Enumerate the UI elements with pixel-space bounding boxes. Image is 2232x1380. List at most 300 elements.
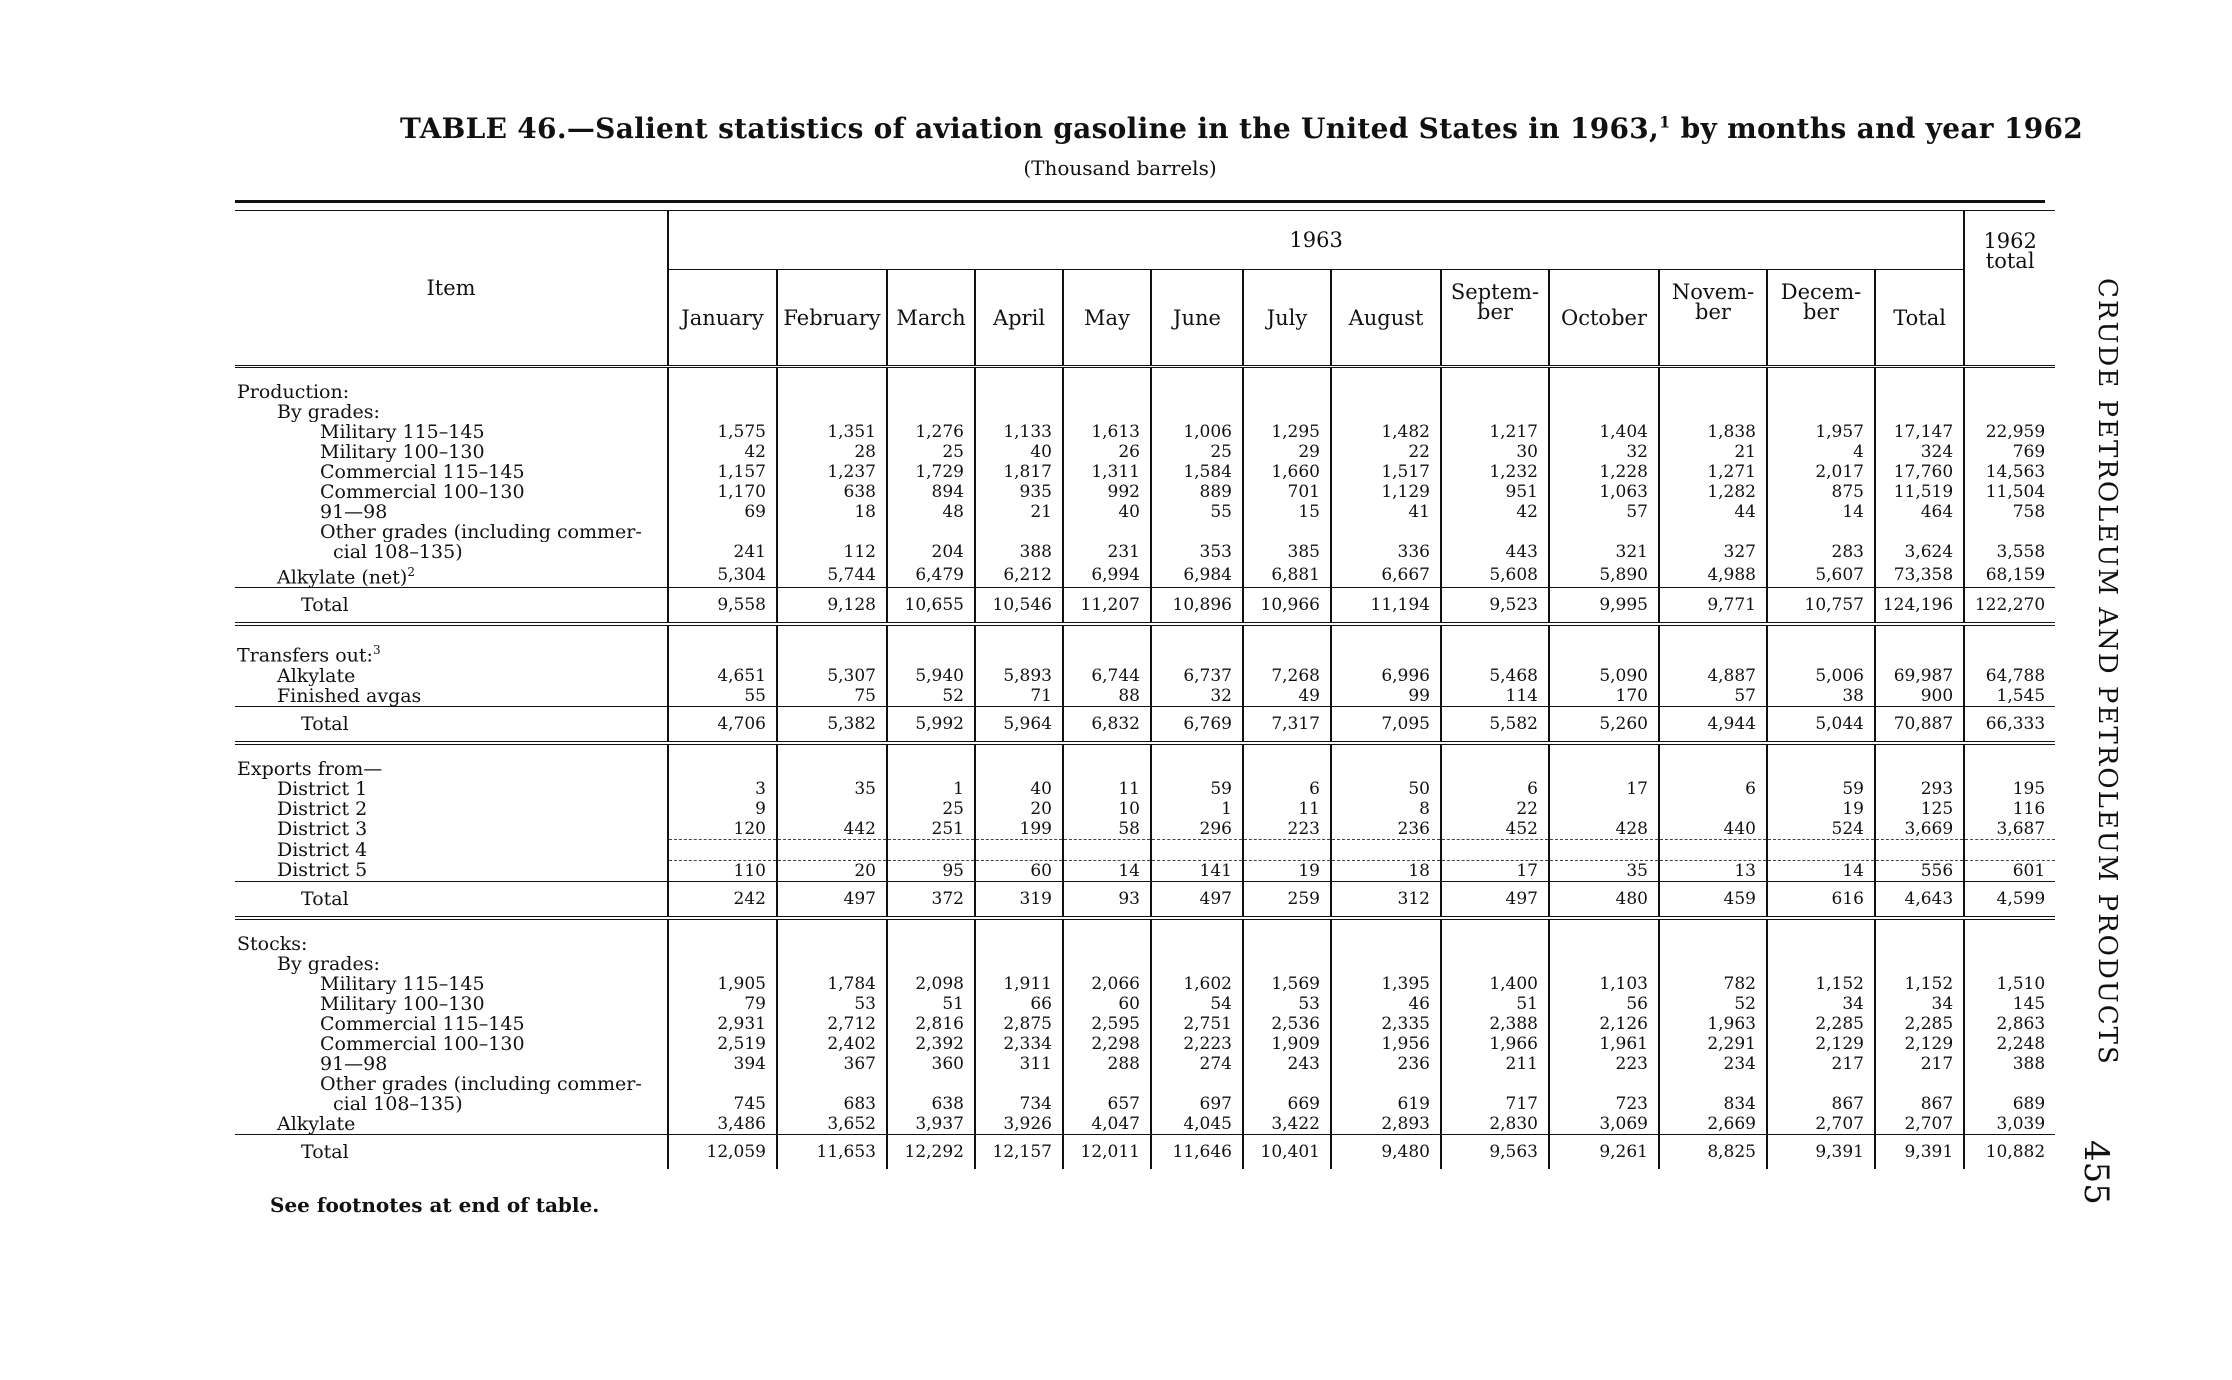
value-cell: 1,400 bbox=[1441, 974, 1549, 994]
value-cell bbox=[1659, 743, 1767, 759]
value-cell bbox=[1549, 640, 1659, 665]
value-cell: 319 bbox=[975, 881, 1063, 918]
value-cell: 951 bbox=[1441, 482, 1549, 502]
value-cell: 274 bbox=[1151, 1054, 1243, 1074]
value-cell: 32 bbox=[1549, 442, 1659, 462]
value-cell: 6,744 bbox=[1063, 666, 1151, 686]
row-label: 91—98 bbox=[320, 1053, 388, 1074]
value-cell: 2,830 bbox=[1441, 1114, 1549, 1135]
value-cell: 1,271 bbox=[1659, 462, 1767, 482]
value-cell: 22,959 bbox=[1964, 422, 2055, 442]
value-cell bbox=[1767, 954, 1875, 974]
value-cell bbox=[1549, 382, 1659, 402]
value-cell: 4,643 bbox=[1875, 881, 1964, 918]
value-cell: 57 bbox=[1659, 686, 1767, 707]
value-cell: 49 bbox=[1243, 686, 1331, 707]
section-header-row bbox=[235, 934, 2055, 954]
value-cell bbox=[1063, 640, 1151, 665]
value-cell bbox=[1243, 522, 1331, 542]
row-label: District 2 bbox=[277, 798, 368, 819]
value-cell: 288 bbox=[1063, 1054, 1151, 1074]
value-cell bbox=[1331, 367, 1441, 383]
value-cell: 2,595 bbox=[1063, 1014, 1151, 1034]
value-cell bbox=[975, 624, 1063, 640]
value-cell bbox=[1441, 522, 1549, 542]
value-cell bbox=[668, 839, 777, 860]
value-cell: 497 bbox=[777, 881, 887, 918]
table-subtitle: (Thousand barrels) bbox=[1023, 156, 1217, 180]
value-cell bbox=[1875, 402, 1964, 422]
value-cell: 42 bbox=[1441, 502, 1549, 522]
value-cell: 6,479 bbox=[887, 562, 975, 588]
value-cell: 17,760 bbox=[1875, 462, 1964, 482]
total-row bbox=[235, 706, 2055, 743]
value-cell bbox=[1063, 522, 1151, 542]
value-cell bbox=[1964, 640, 2055, 665]
value-cell bbox=[1549, 522, 1659, 542]
value-cell bbox=[1767, 640, 1875, 665]
value-cell: 5,307 bbox=[777, 666, 887, 686]
top-rule bbox=[235, 200, 2045, 203]
value-cell: 231 bbox=[1063, 542, 1151, 562]
value-cell: 3,937 bbox=[887, 1114, 975, 1135]
value-cell bbox=[1063, 367, 1151, 383]
value-cell: 1,152 bbox=[1767, 974, 1875, 994]
value-cell bbox=[1151, 839, 1243, 860]
table-row bbox=[235, 1054, 2055, 1074]
row-label: Military 115–145 bbox=[320, 973, 485, 994]
value-cell: 834 bbox=[1659, 1094, 1767, 1114]
value-cell: 669 bbox=[1243, 1094, 1331, 1114]
value-cell bbox=[1767, 382, 1875, 402]
value-cell: 11,207 bbox=[1063, 588, 1151, 625]
value-cell bbox=[1063, 402, 1151, 422]
table-row bbox=[235, 502, 2055, 522]
value-cell: 2,402 bbox=[777, 1034, 887, 1054]
value-cell: 2,519 bbox=[668, 1034, 777, 1054]
value-cell: 30 bbox=[1441, 442, 1549, 462]
value-cell bbox=[1063, 918, 1151, 934]
value-cell bbox=[1151, 1074, 1243, 1094]
value-cell: 41 bbox=[1331, 502, 1441, 522]
value-cell: 1,545 bbox=[1964, 686, 2055, 707]
value-cell: 428 bbox=[1549, 819, 1659, 840]
value-cell: 360 bbox=[887, 1054, 975, 1074]
spacer-row bbox=[235, 743, 2055, 759]
value-cell: 524 bbox=[1767, 819, 1875, 840]
value-cell bbox=[1243, 382, 1331, 402]
value-cell bbox=[1964, 918, 2055, 934]
value-cell: 1,103 bbox=[1549, 974, 1659, 994]
value-cell bbox=[1151, 624, 1243, 640]
value-cell: 3,558 bbox=[1964, 542, 2055, 562]
value-cell: 723 bbox=[1549, 1094, 1659, 1114]
value-cell: 51 bbox=[887, 994, 975, 1014]
section-header-row bbox=[235, 759, 2055, 779]
value-cell: 46 bbox=[1331, 994, 1441, 1014]
value-cell: 112 bbox=[777, 542, 887, 562]
value-cell: 894 bbox=[887, 482, 975, 502]
value-cell: 321 bbox=[1549, 542, 1659, 562]
column-header: August bbox=[1331, 270, 1441, 367]
value-cell bbox=[1659, 402, 1767, 422]
value-cell: 170 bbox=[1549, 686, 1659, 707]
value-cell bbox=[1331, 759, 1441, 779]
table-row bbox=[235, 779, 2055, 799]
section-header-row bbox=[235, 382, 2055, 402]
value-cell: 440 bbox=[1659, 819, 1767, 840]
value-cell: 6,994 bbox=[1063, 562, 1151, 588]
value-cell: 1,838 bbox=[1659, 422, 1767, 442]
column-header: April bbox=[975, 270, 1063, 367]
value-cell: 13 bbox=[1659, 860, 1767, 881]
value-cell: 701 bbox=[1243, 482, 1331, 502]
value-cell: 120 bbox=[668, 819, 777, 840]
total-row bbox=[235, 881, 2055, 918]
value-cell bbox=[1331, 522, 1441, 542]
value-cell: 10,546 bbox=[975, 588, 1063, 625]
total-row bbox=[235, 1134, 2055, 1169]
value-cell: 236 bbox=[1331, 819, 1441, 840]
row-label: Other grades (including commer- bbox=[320, 522, 642, 542]
row-label: 91—98 bbox=[320, 502, 388, 522]
value-cell: 459 bbox=[1659, 881, 1767, 918]
value-cell bbox=[1063, 934, 1151, 954]
value-cell: 1,961 bbox=[1549, 1034, 1659, 1054]
value-cell: 2,707 bbox=[1875, 1114, 1964, 1135]
value-cell bbox=[1549, 759, 1659, 779]
value-cell: 11,504 bbox=[1964, 482, 2055, 502]
value-cell bbox=[887, 382, 975, 402]
value-cell: 17,147 bbox=[1875, 422, 1964, 442]
value-cell: 1,282 bbox=[1659, 482, 1767, 502]
value-cell: 11 bbox=[1243, 799, 1331, 819]
value-cell: 758 bbox=[1964, 502, 2055, 522]
value-cell: 9,391 bbox=[1767, 1134, 1875, 1169]
value-cell: 59 bbox=[1151, 779, 1243, 799]
statistics-table bbox=[235, 210, 2055, 1169]
value-cell bbox=[1063, 624, 1151, 640]
value-cell: 4,944 bbox=[1659, 706, 1767, 743]
value-cell: 11,653 bbox=[777, 1134, 887, 1169]
value-cell bbox=[1243, 1074, 1331, 1094]
value-cell bbox=[1659, 522, 1767, 542]
value-cell: 2,875 bbox=[975, 1014, 1063, 1034]
value-cell: 336 bbox=[1331, 542, 1441, 562]
value-cell bbox=[1964, 522, 2055, 542]
value-cell bbox=[1964, 934, 2055, 954]
value-cell bbox=[887, 1074, 975, 1094]
value-cell: 29 bbox=[1243, 442, 1331, 462]
total-label: Total bbox=[235, 881, 668, 918]
value-cell bbox=[1151, 640, 1243, 665]
value-cell: 4,887 bbox=[1659, 666, 1767, 686]
value-cell: 125 bbox=[1875, 799, 1964, 819]
value-cell: 4,988 bbox=[1659, 562, 1767, 588]
value-cell: 5,468 bbox=[1441, 666, 1549, 686]
value-cell: 251 bbox=[887, 819, 975, 840]
value-cell: 9,523 bbox=[1441, 588, 1549, 625]
item-column-header: Item bbox=[235, 211, 668, 367]
value-cell: 14 bbox=[1767, 860, 1875, 881]
value-cell: 2,129 bbox=[1767, 1034, 1875, 1054]
value-cell: 353 bbox=[1151, 542, 1243, 562]
value-cell: 1,729 bbox=[887, 462, 975, 482]
value-cell bbox=[1549, 624, 1659, 640]
value-cell: 2,098 bbox=[887, 974, 975, 994]
table-row bbox=[235, 1014, 2055, 1034]
value-cell: 52 bbox=[1659, 994, 1767, 1014]
value-cell: 497 bbox=[1441, 881, 1549, 918]
value-cell: 122,270 bbox=[1964, 588, 2055, 625]
value-cell bbox=[1151, 954, 1243, 974]
value-cell: 71 bbox=[975, 686, 1063, 707]
value-cell bbox=[777, 954, 887, 974]
value-cell bbox=[1331, 743, 1441, 759]
value-cell: 697 bbox=[1151, 1094, 1243, 1114]
value-cell: 64,788 bbox=[1964, 666, 2055, 686]
value-cell: 50 bbox=[1331, 779, 1441, 799]
value-cell: 6,996 bbox=[1331, 666, 1441, 686]
value-cell: 3,624 bbox=[1875, 542, 1964, 562]
value-cell bbox=[1875, 624, 1964, 640]
value-cell: 14 bbox=[1767, 502, 1875, 522]
value-cell bbox=[1659, 1074, 1767, 1094]
value-cell bbox=[1659, 640, 1767, 665]
value-cell: 114 bbox=[1441, 686, 1549, 707]
value-cell: 5,608 bbox=[1441, 562, 1549, 588]
value-cell: 69 bbox=[668, 502, 777, 522]
value-cell bbox=[887, 402, 975, 422]
table-row bbox=[235, 994, 2055, 1014]
value-cell bbox=[1659, 839, 1767, 860]
value-cell bbox=[1331, 839, 1441, 860]
value-cell: 443 bbox=[1441, 542, 1549, 562]
value-cell: 717 bbox=[1441, 1094, 1549, 1114]
value-cell bbox=[668, 743, 777, 759]
value-cell: 9,128 bbox=[777, 588, 887, 625]
value-cell: 35 bbox=[1549, 860, 1659, 881]
value-cell bbox=[1331, 934, 1441, 954]
value-cell: 6,984 bbox=[1151, 562, 1243, 588]
value-cell bbox=[1063, 759, 1151, 779]
value-cell bbox=[1243, 954, 1331, 974]
value-cell bbox=[1243, 759, 1331, 779]
value-cell: 5,090 bbox=[1549, 666, 1659, 686]
value-cell: 293 bbox=[1875, 779, 1964, 799]
value-cell: 199 bbox=[975, 819, 1063, 840]
value-cell: 1,510 bbox=[1964, 974, 2055, 994]
value-cell: 6 bbox=[1659, 779, 1767, 799]
value-cell bbox=[1151, 759, 1243, 779]
value-cell: 1 bbox=[887, 779, 975, 799]
value-cell: 388 bbox=[975, 542, 1063, 562]
value-cell: 1 bbox=[1151, 799, 1243, 819]
value-cell bbox=[1549, 839, 1659, 860]
value-cell: 12,059 bbox=[668, 1134, 777, 1169]
spacer-row bbox=[235, 624, 2055, 640]
value-cell bbox=[975, 1074, 1063, 1094]
value-cell: 1,228 bbox=[1549, 462, 1659, 482]
value-cell: 2,335 bbox=[1331, 1014, 1441, 1034]
table-row bbox=[235, 442, 2055, 462]
value-cell bbox=[1659, 759, 1767, 779]
spacer bbox=[235, 743, 668, 759]
value-cell bbox=[887, 954, 975, 974]
value-cell: 10,966 bbox=[1243, 588, 1331, 625]
value-cell: 1,482 bbox=[1331, 422, 1441, 442]
row-label: Alkylate bbox=[277, 1113, 356, 1135]
value-cell: 5,893 bbox=[975, 666, 1063, 686]
section-label: Stocks: bbox=[237, 933, 308, 954]
value-cell: 66,333 bbox=[1964, 706, 2055, 743]
table-row bbox=[235, 819, 2055, 840]
value-cell: 55 bbox=[1151, 502, 1243, 522]
value-cell: 124,196 bbox=[1875, 588, 1964, 625]
value-cell: 2,285 bbox=[1767, 1014, 1875, 1034]
section-label: Production: bbox=[237, 382, 350, 402]
value-cell: 311 bbox=[975, 1054, 1063, 1074]
value-cell bbox=[668, 367, 777, 383]
value-cell bbox=[777, 743, 887, 759]
value-cell bbox=[1767, 918, 1875, 934]
value-cell bbox=[975, 522, 1063, 542]
value-cell: 464 bbox=[1875, 502, 1964, 522]
value-cell: 5,382 bbox=[777, 706, 887, 743]
table-row bbox=[235, 402, 2055, 422]
value-cell bbox=[1243, 624, 1331, 640]
value-cell bbox=[1659, 624, 1767, 640]
value-cell bbox=[1549, 918, 1659, 934]
value-cell: 19 bbox=[1767, 799, 1875, 819]
value-cell bbox=[975, 367, 1063, 383]
row-label: Alkylate bbox=[277, 665, 356, 686]
value-cell: 6,212 bbox=[975, 562, 1063, 588]
value-cell bbox=[1659, 367, 1767, 383]
value-cell bbox=[668, 624, 777, 640]
value-cell: 32 bbox=[1151, 686, 1243, 707]
value-cell: 22 bbox=[1441, 799, 1549, 819]
value-cell bbox=[975, 934, 1063, 954]
column-header: Total bbox=[1875, 270, 1964, 367]
value-cell bbox=[777, 839, 887, 860]
value-cell: 638 bbox=[887, 1094, 975, 1114]
value-cell: 1,170 bbox=[668, 482, 777, 502]
value-cell: 1,613 bbox=[1063, 422, 1151, 442]
value-cell: 2,291 bbox=[1659, 1034, 1767, 1054]
value-cell: 745 bbox=[668, 1094, 777, 1114]
value-cell: 1,784 bbox=[777, 974, 887, 994]
value-cell: 211 bbox=[1441, 1054, 1549, 1074]
table-row bbox=[235, 1074, 2055, 1094]
spacer bbox=[235, 367, 668, 383]
value-cell: 1,232 bbox=[1441, 462, 1549, 482]
row-label: Commercial 115–145 bbox=[320, 1013, 525, 1034]
value-cell bbox=[1875, 743, 1964, 759]
value-cell bbox=[1964, 382, 2055, 402]
total-label: Total bbox=[235, 588, 668, 625]
value-cell: 26 bbox=[1063, 442, 1151, 462]
value-cell bbox=[887, 367, 975, 383]
value-cell: 4,706 bbox=[668, 706, 777, 743]
value-cell bbox=[1441, 759, 1549, 779]
value-cell bbox=[975, 918, 1063, 934]
table-row bbox=[235, 839, 2055, 860]
value-cell: 5,044 bbox=[1767, 706, 1875, 743]
value-cell bbox=[1549, 799, 1659, 819]
value-cell: 372 bbox=[887, 881, 975, 918]
value-cell: 3,669 bbox=[1875, 819, 1964, 840]
value-cell: 40 bbox=[975, 442, 1063, 462]
row-label: By grades: bbox=[277, 953, 380, 974]
value-cell: 223 bbox=[1549, 1054, 1659, 1074]
value-cell bbox=[1063, 839, 1151, 860]
value-cell: 14 bbox=[1063, 860, 1151, 881]
table-row bbox=[235, 1034, 2055, 1054]
value-cell: 782 bbox=[1659, 974, 1767, 994]
value-cell: 1,006 bbox=[1151, 422, 1243, 442]
value-cell: 1,911 bbox=[975, 974, 1063, 994]
value-cell bbox=[668, 759, 777, 779]
spacer bbox=[235, 918, 668, 934]
value-cell bbox=[1964, 759, 2055, 779]
value-cell: 1,575 bbox=[668, 422, 777, 442]
value-cell: 10,882 bbox=[1964, 1134, 2055, 1169]
value-cell: 5,890 bbox=[1549, 562, 1659, 588]
table-title: TABLE 46.—Salient statistics of aviation gasoline in the United States in 1963,$^1$ by months and year 1962 bbox=[400, 112, 2084, 145]
value-cell: 25 bbox=[887, 799, 975, 819]
value-cell: 3,926 bbox=[975, 1114, 1063, 1135]
value-cell bbox=[777, 522, 887, 542]
value-cell: 1,157 bbox=[668, 462, 777, 482]
value-cell bbox=[777, 402, 887, 422]
spacer-row bbox=[235, 367, 2055, 383]
value-cell: 1,063 bbox=[1549, 482, 1659, 502]
value-cell bbox=[887, 624, 975, 640]
value-cell: 51 bbox=[1441, 994, 1549, 1014]
value-cell bbox=[1441, 743, 1549, 759]
value-cell: 2,223 bbox=[1151, 1034, 1243, 1054]
value-cell: 7,095 bbox=[1331, 706, 1441, 743]
value-cell: 217 bbox=[1875, 1054, 1964, 1074]
value-cell: 15 bbox=[1243, 502, 1331, 522]
value-cell: 73,358 bbox=[1875, 562, 1964, 588]
value-cell bbox=[1964, 624, 2055, 640]
table-row bbox=[235, 799, 2055, 819]
value-cell: 6,737 bbox=[1151, 666, 1243, 686]
value-cell bbox=[1151, 522, 1243, 542]
table-row bbox=[235, 522, 2055, 542]
value-cell bbox=[1767, 934, 1875, 954]
value-cell: 1,660 bbox=[1243, 462, 1331, 482]
value-cell: 40 bbox=[975, 779, 1063, 799]
value-cell bbox=[1767, 367, 1875, 383]
value-cell bbox=[1441, 402, 1549, 422]
value-cell: 223 bbox=[1243, 819, 1331, 840]
value-cell: 734 bbox=[975, 1094, 1063, 1114]
value-cell bbox=[777, 759, 887, 779]
value-cell: 638 bbox=[777, 482, 887, 502]
value-cell bbox=[1549, 934, 1659, 954]
table-row bbox=[235, 860, 2055, 881]
value-cell: 53 bbox=[777, 994, 887, 1014]
value-cell: 9,391 bbox=[1875, 1134, 1964, 1169]
value-cell: 2,388 bbox=[1441, 1014, 1549, 1034]
value-cell: 388 bbox=[1964, 1054, 2055, 1074]
value-cell: 11,519 bbox=[1875, 482, 1964, 502]
value-cell bbox=[777, 934, 887, 954]
column-header: Septem- ber bbox=[1441, 270, 1549, 367]
